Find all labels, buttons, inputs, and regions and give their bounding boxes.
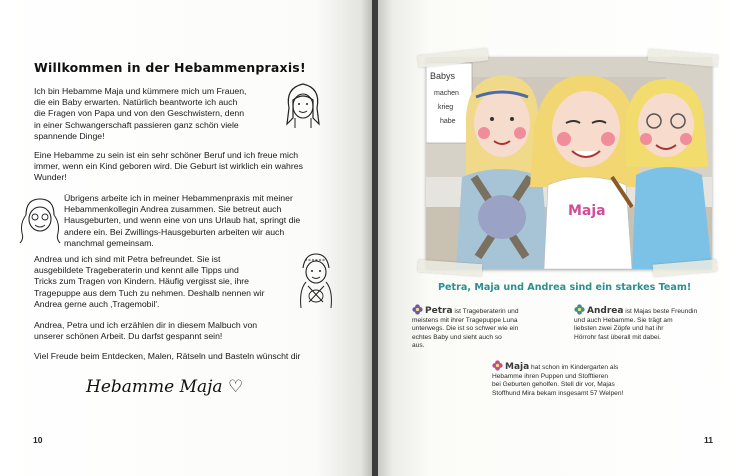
sign-line-3: krieg [438,104,454,111]
text-line: ist Trageberaterin und [454,308,519,315]
text-line: Übrigens arbeite ich in meiner Hebammenpraxis mit meiner [64,193,293,203]
text-line: Hebammenkollegin Andrea zusammen. Sie betreut auch [64,204,282,215]
petra-card [412,304,562,351]
flower-icon [574,304,585,315]
job-paragraph [34,150,303,184]
text-line: in einer Schwangerschaft passieren ganz schön viele [34,119,239,130]
signature: Hebamme Maja ♡ [86,377,244,397]
text-line: manchmal gemeinsam. [64,237,154,248]
right-page [378,0,750,476]
page-number-left: 10 [33,435,43,445]
text-line: unserer schönen Arbeit. Du darfst gespannt sein! [34,331,223,342]
text-line: Andrea gerne auch ‚Tragemobil'. [34,298,160,309]
maja-doodle-icon [279,78,327,130]
left-page [0,0,372,476]
sign-line-2: machen [434,90,459,97]
text-line: hat schon im Kindergarten als [531,364,619,371]
team-photo [426,57,712,269]
text-line: Tricks zum Tragen von Kindern. Häufig vergisst sie, ihre [34,276,250,287]
text-line: aus. [412,342,425,350]
text-line: liebsten zwei Zöpfe und hat ihr [574,325,664,333]
sign-line-4: habe [440,118,456,125]
andrea-doodle-icon [18,193,62,245]
text-line: die ein Baby erwarten. Natürlich beantworte ich auch [34,97,238,108]
shirt-label: Maja [568,203,606,219]
book-paragraph [34,320,257,342]
text-line: Eine Hebamme zu sein ist ein sehr schöner Beruf und ich freue mich [34,150,299,160]
text-line: bei Geburten geholfen. Stell dir vor, Majas [492,381,615,389]
text-line: die Fragen von Papa und von den Geschwistern, denn [34,108,245,119]
maja-name: Maja [505,362,530,372]
maja-card [492,360,662,398]
text-line: ausgebildete Trageberaterin und kennt alle Tipps und [34,265,239,276]
closing-line: Viel Freude beim Entdecken, Malen, Rätseln und Basteln wünscht dir [34,351,301,361]
text-line: Ich bin Hebamme Maja und kümmere mich um Frauen, [34,86,247,96]
text-line: echtes Baby und sieht auch so [412,333,502,341]
page-heading: Willkommen in der Hebammenpraxis! [34,60,306,75]
text-line: Andrea, Petra und ich erzählen dir in diesem Malbuch von [34,320,258,330]
text-line: Andrea und ich sind mit Petra befreundet. Sie ist [34,254,221,264]
flower-icon [412,304,423,315]
text-line: und auch Hebamme. Sie trägt am [574,316,673,324]
petra-doodle-icon [293,250,339,312]
text-line: immer, wenn ein Kind geboren wird. Die Geburt ist wirklich ein wahres [34,161,303,172]
photo-caption: Petra, Maja und Andrea sind ein starkes Team! [438,282,692,293]
petra-name: Petra [425,306,453,316]
text-line: andere ein. Bei Zwillings-Hausgeburten arbeiten wir auch [64,226,285,237]
text-line: ist Majas beste Freundin [625,308,698,315]
andrea-name: Andrea [587,306,624,316]
sign-line-1: Babys [430,71,456,81]
text-line: Tragepuppe aus dem Tuch zu nehmen. Deshalb nennen wir [34,287,265,298]
text-line: Wunder! [34,172,67,183]
colleague-paragraph [64,193,300,249]
text-line: Stoffhund Mira bekam insgesamt 57 Welpen! [492,389,624,397]
flower-icon [492,360,503,371]
friend-paragraph [34,254,265,310]
text-line: unterwegs. Die ist so schwer wie ein [412,325,519,333]
team-illustration [426,57,712,269]
text-line: meistens mit ihrer Tragepuppe Luna [412,316,518,324]
andrea-card [574,304,724,342]
intro-paragraph [34,86,246,142]
text-line: spannende Dinge! [34,130,105,141]
text-line: Hausgeburten, und wenn eine von uns Urlaub hat, springt die [64,215,301,226]
text-line: Hörrohr fast überall mit dabei. [574,333,661,341]
text-line: Hebamme ihren Puppen und Stofftieren [492,372,609,380]
page-number-right: 11 [704,435,713,445]
